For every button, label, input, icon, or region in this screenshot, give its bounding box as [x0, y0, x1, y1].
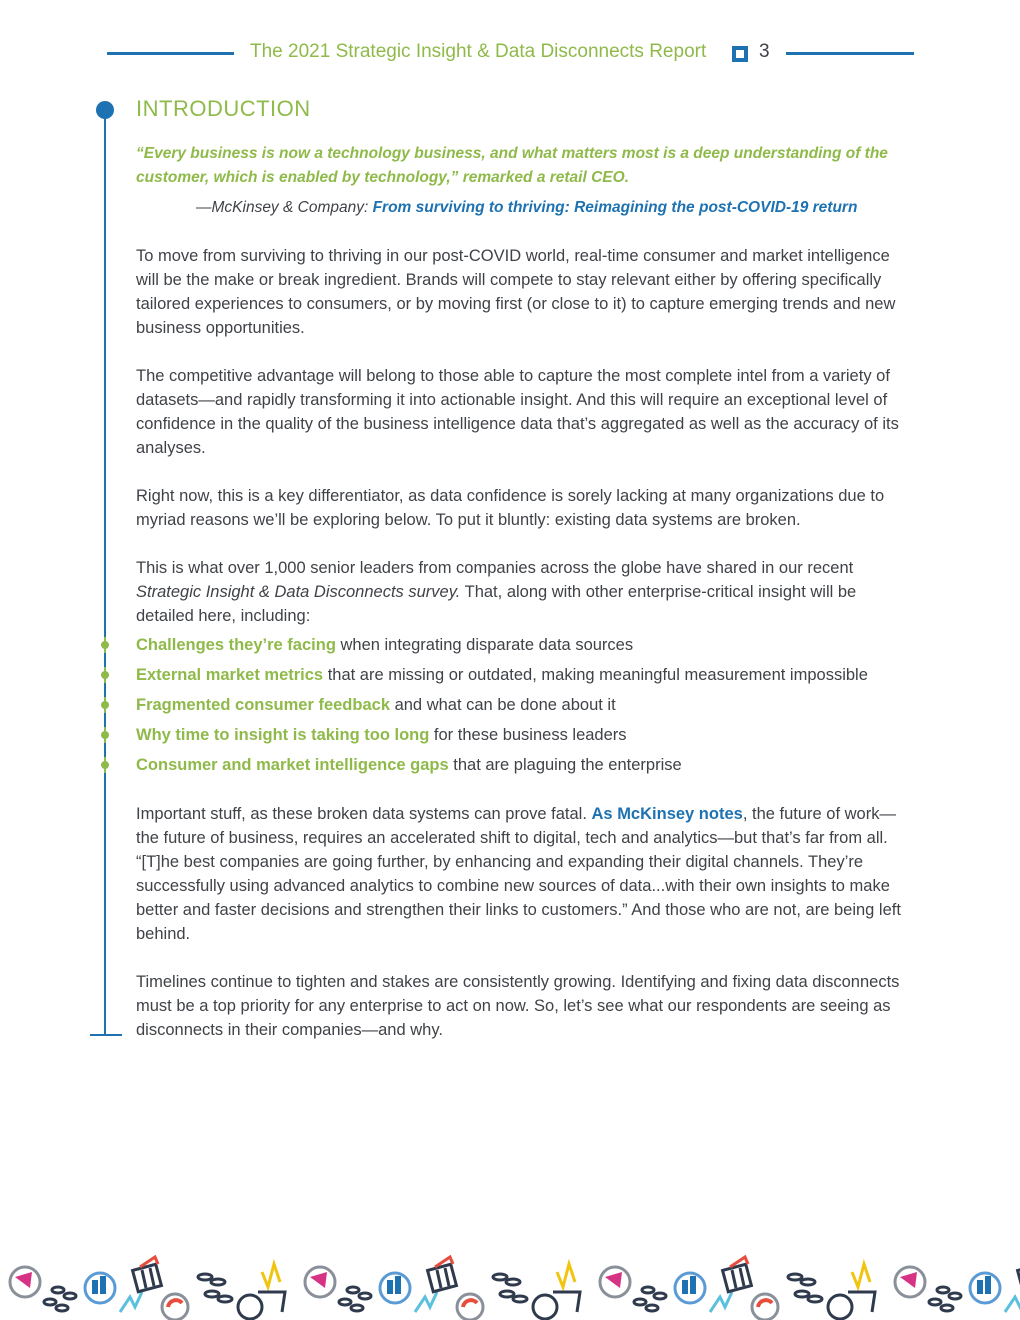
list-item-text: when integrating disparate data sources [335, 636, 634, 654]
list-item [136, 633, 868, 663]
quote-source: —McKinsey & Company: [196, 199, 373, 216]
paragraph-1: To move from surviving to thriving in our post-COVID world, real-time consumer and market intelligence will be the make or break ingredient. Brands will compete to stay relevant either by offering specifically tailored experiences to consumers, or by moving first (or close to it) to capture emerging trends and new business opportunities. [136, 247, 896, 337]
bullet-dot-icon [101, 701, 109, 709]
bullet-dot-icon [101, 761, 109, 769]
timeline-dot-icon [96, 101, 114, 119]
list-item-highlight: External market metrics [136, 666, 324, 684]
list-item-text: that are missing or outdated, making meaningful measurement impossible [323, 666, 868, 684]
paragraph-2: The competitive advantage will belong to those able to capture the most complete intel from a variety of datasets—and rapidly transforming it into actionable insight. And this will require an exceptional level of confidence in the quality of the business intelligence data that’s aggregated as well as the accuracy of its analyses. [136, 367, 899, 457]
pull-quote: “Every business is now a technology business, and what matters most is a deep understanding of the customer, which is enabled by technology,” remarked a retail CEO. [136, 145, 888, 186]
list-item-highlight: Why time to insight is taking too long [136, 726, 430, 744]
quote-attribution [196, 196, 857, 220]
list-item-text: for these business leaders [429, 726, 627, 744]
list-item-text: and what can be done about it [390, 696, 616, 714]
page-number: 3 [759, 41, 770, 62]
highlights-list [136, 633, 868, 783]
decorative-icon-band [0, 1252, 1020, 1320]
list-item [136, 663, 868, 693]
report-title: The 2021 Strategic Insight & Data Disconnects Report [250, 41, 707, 62]
header-rule-right [786, 52, 914, 55]
list-item [136, 723, 868, 753]
paragraph-4-end: That, along with other enterprise-critical insight will be detailed here, including: [136, 583, 857, 625]
timeline-foot [90, 1034, 122, 1036]
section-title: INTRODUCTION [136, 96, 311, 121]
bullet-dot-icon [101, 641, 109, 649]
list-item-highlight: Consumer and market intelligence gaps [136, 756, 449, 774]
timeline-line [104, 110, 106, 1035]
mckinsey-notes-link[interactable]: As McKinsey notes [591, 805, 743, 823]
list-item [136, 753, 868, 783]
survey-name: Strategic Insight & Data Disconnects survey. [136, 583, 461, 601]
bullet-dot-icon [101, 671, 109, 679]
list-item-highlight: Fragmented consumer feedback [136, 696, 390, 714]
paragraph-6: Timelines continue to tighten and stakes are consistently growing. Identifying and fixing data disconnects must be a top priority for any enterprise to act on now. So, let’s see what our respondents are seeing as disconnects in their companies—and why. [136, 973, 900, 1039]
paragraph-4 [136, 556, 916, 628]
quote-source-link[interactable]: From surviving to thriving: Reimagining the post-COVID-19 return [372, 199, 858, 216]
paragraph-5-end: , the future of work—the future of business, requires an accelerated shift to digital, tech and analytics—but that’s far from all. “[T]he best companies are going further, by enhancing and expanding their digital channels. They’re successfully using advanced analytics to combine new sources of data...with their own insights to make better and faster decisions and strengthen their links to customers.” And those who are not, are being left behind. [136, 805, 901, 943]
paragraph-5 [136, 802, 916, 946]
header-rule-left [107, 52, 234, 55]
square-icon [732, 46, 748, 62]
list-item-text: that are plaguing the enterprise [448, 756, 682, 774]
list-item [136, 693, 868, 723]
paragraph-4-start: This is what over 1,000 senior leaders from companies across the globe have shared in our recent [136, 559, 854, 577]
list-item-highlight: Challenges they’re facing [136, 636, 336, 654]
bullet-dot-icon [101, 731, 109, 739]
paragraph-3: Right now, this is a key differentiator, as data confidence is sorely lacking at many organizations due to myriad reasons we’ll be exploring below. To put it bluntly: existing data systems are broken. [136, 487, 885, 529]
paragraph-5-start: Important stuff, as these broken data systems can prove fatal. [136, 805, 592, 823]
